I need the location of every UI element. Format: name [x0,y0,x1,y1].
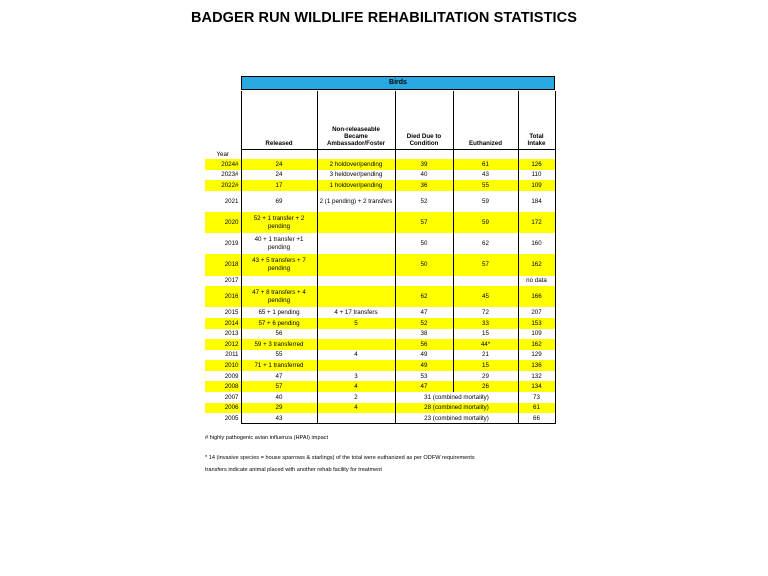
died-cell: 47 [395,307,453,318]
died-cell: 38 [395,329,453,340]
total-cell: 207 [518,307,555,318]
died-cell: 47 [395,381,453,392]
total-cell: 166 [518,286,555,307]
released-cell: 71 + 1 transferred [241,360,317,371]
header-row [205,91,555,149]
ambassador-cell: 4 [317,350,395,361]
released-cell: 47 + 8 transfers + 4 pending [241,286,317,307]
total-cell: 109 [518,329,555,340]
total-cell: no data [518,276,555,287]
year-cell: 2020 [205,212,241,233]
table-row [205,392,555,403]
ambassador-cell: 4 [317,381,395,392]
euthanized-cell: 29 [453,371,518,382]
died-cell: 39 [395,159,453,170]
table-row [205,339,555,350]
euthanized-cell: 15 [453,329,518,340]
released-cell: 17 [241,180,317,191]
total-cell: 136 [518,360,555,371]
total-cell: 160 [518,233,555,254]
ambassador-cell [317,329,395,340]
table-row [205,350,555,361]
ambassador-cell: 3 heldover/pending [317,170,395,181]
table-row [205,360,555,371]
combined-mortality-cell: 28 (combined mortality) [395,403,518,414]
total-cell: 110 [518,170,555,181]
released-cell: 43 + 5 transfers + 7 pending [241,254,317,275]
table-row [205,254,555,275]
ambassador-cell: 4 [317,403,395,414]
euthanized-cell: 62 [453,233,518,254]
ambassador-cell [317,276,395,287]
table-row [205,286,555,307]
table-row [205,403,555,414]
year-cell: 2016 [205,286,241,307]
died-cell: 56 [395,339,453,350]
total-cell: 134 [518,381,555,392]
table-row [205,329,555,340]
ambassador-cell [317,233,395,254]
total-cell: 132 [518,371,555,382]
ambassador-cell: 4 + 17 transfers [317,307,395,318]
year-cell: 2017 [224,277,239,285]
died-cell: 52 [395,318,453,329]
table-row [205,212,555,233]
released-cell: 52 + 1 transfer + 2 pending [241,212,317,233]
ambassador-cell: 2 [317,392,395,403]
ambassador-cell [317,413,395,424]
year-cell: 2009 [224,372,239,380]
total-cell: 184 [518,191,555,212]
year-cell: 2005 [224,415,239,423]
year-cell: 2021 [224,197,239,205]
stats-table [205,91,556,424]
released-cell: 55 [241,350,317,361]
euthanized-cell: 59 [453,191,518,212]
ambassador-cell: 2 holdover/pending [317,159,395,170]
euthanized-cell: 55 [453,180,518,191]
table-row [205,371,555,382]
died-cell: 52 [395,191,453,212]
euthanized-cell: 61 [453,159,518,170]
page-title: BADGER RUN WILDLIFE REHABILITATION STATISTICS [190,10,578,26]
euthanized-cell: 59 [453,212,518,233]
released-cell: 56 [241,329,317,340]
footnote-hpai: # highly pathogenic avian influenza (HPAI) impact [205,435,329,441]
table-row [205,318,555,329]
euthanized-cell: 33 [453,318,518,329]
ambassador-cell [317,339,395,350]
released-cell: 47 [241,371,317,382]
year-cell: 2019 [224,240,239,248]
table-row [205,180,555,191]
euthanized-cell: 21 [453,350,518,361]
year-cell: 2011 [225,351,239,359]
table-row [205,307,555,318]
ambassador-cell [317,360,395,371]
year-cell: 2013 [224,330,239,338]
released-cell: 59 + 3 transferred [241,339,317,350]
euthanized-cell [453,276,518,287]
total-cell: 126 [518,159,555,170]
ambassador-cell [317,212,395,233]
year-cell: 2006 [205,403,241,414]
total-cell: 109 [518,180,555,191]
ambassador-cell: 5 [317,318,395,329]
year-cell: 2023# [221,171,239,179]
died-cell: 62 [395,286,453,307]
table-row [205,159,555,170]
released-cell: 24 [241,159,317,170]
year-cell: 2010 [205,360,241,371]
total-cell: 73 [518,392,555,403]
col-header-year: Year [216,150,229,158]
released-cell [241,276,317,287]
ambassador-cell [317,286,395,307]
euthanized-cell: 45 [453,286,518,307]
year-cell: 2014 [205,318,241,329]
table-row [205,276,555,287]
released-cell: 69 [241,191,317,212]
total-cell: 162 [518,254,555,275]
released-cell: 40 + 1 transfer +1 pending [241,233,317,254]
euthanized-cell: 44* [453,339,518,350]
year-cell: 2024# [205,159,241,170]
col-header-released: Released [241,91,317,149]
year-cell: 2015 [224,309,239,317]
year-label-row [205,149,555,159]
ambassador-cell [317,254,395,275]
released-cell: 43 [241,413,317,424]
col-header-ambassador: Non-releaseable Became Ambassador/Foster [317,91,395,149]
euthanized-cell: 57 [453,254,518,275]
euthanized-cell: 43 [453,170,518,181]
col-header-total: Total Intake [518,91,555,149]
total-cell: 61 [518,403,555,414]
birds-group-header: Birds [241,76,555,90]
table-row [205,233,555,254]
total-cell: 66 [518,413,555,424]
died-cell [395,276,453,287]
year-cell: 2018 [205,254,241,275]
total-cell: 172 [518,212,555,233]
col-header-died: Died Due to Condition [395,91,453,149]
released-cell: 29 [241,403,317,414]
table-row [205,191,555,212]
combined-mortality-cell: 31 (combined mortality) [395,392,518,403]
died-cell: 50 [395,233,453,254]
ambassador-cell: 1 holdover/pending [317,180,395,191]
released-cell: 57 [241,381,317,392]
table-row [205,170,555,181]
died-cell: 57 [395,212,453,233]
total-cell: 153 [518,318,555,329]
released-cell: 24 [241,170,317,181]
died-cell: 53 [395,371,453,382]
died-cell: 50 [395,254,453,275]
ambassador-cell: 2 (1 pending) + 2 transfers [317,191,395,212]
died-cell: 36 [395,180,453,191]
year-cell: 2022# [205,180,241,191]
col-header-euthanized: Euthanized [453,91,518,149]
died-cell: 40 [395,170,453,181]
died-cell: 49 [395,360,453,371]
released-cell: 40 [241,392,317,403]
table-row [205,381,555,392]
total-cell: 162 [518,339,555,350]
released-cell: 57 + 6 pending [241,318,317,329]
year-cell: 2008 [205,381,241,392]
table-row [205,413,555,424]
ambassador-cell: 3 [317,371,395,382]
euthanized-cell: 15 [453,360,518,371]
year-cell: 2012 [205,339,241,350]
total-cell: 129 [518,350,555,361]
footnote-invasive: * 14 (invasive species = house sparrows & starlings) of the total were euthanized as per ODFW requirements [205,455,475,461]
released-cell: 65 + 1 pending [241,307,317,318]
combined-mortality-cell: 23 (combined mortality) [395,413,518,424]
year-cell: 2007 [224,393,239,401]
footnote-transfers: transfers indicate animal placed with another rehab facility for treatment [205,467,382,473]
euthanized-cell: 72 [453,307,518,318]
died-cell: 49 [395,350,453,361]
euthanized-cell: 26 [453,381,518,392]
